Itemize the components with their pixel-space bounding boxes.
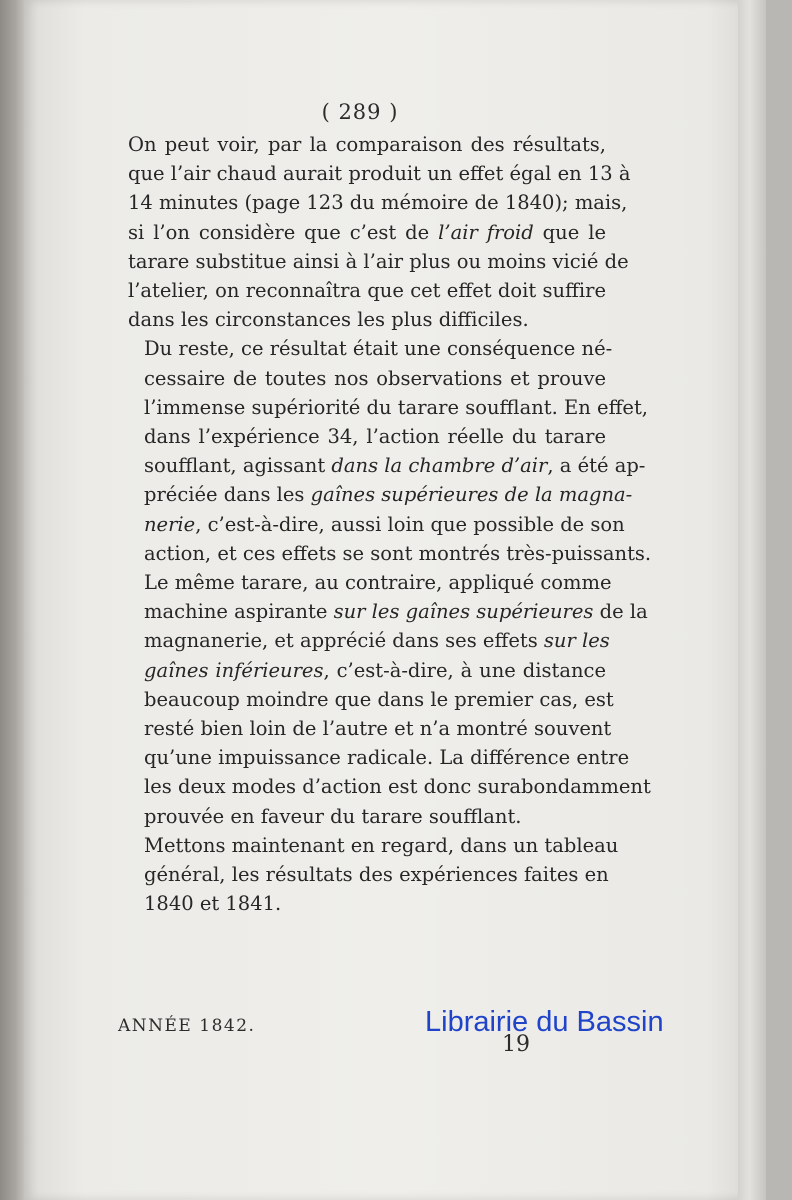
text-line [128, 451, 646, 480]
text-segment: prouvée en faveur du tarare soufflant. [144, 804, 522, 828]
italic-segment: l’air froid [438, 220, 534, 244]
italic-segment: nerie [144, 512, 196, 536]
text-segment: dans les circonstances les plus difficiles. [128, 308, 529, 332]
text-segment: tarare substitue ainsi à l’air plus ou moins vicié de [128, 249, 629, 273]
text-segment: soufflant, agissant [144, 454, 332, 478]
text-segment: cessaire de toutes nos observations et prouve [144, 366, 606, 390]
text-line [128, 597, 648, 626]
text-line [128, 802, 606, 831]
text-line [128, 714, 612, 743]
text-line [128, 422, 606, 451]
text-line [128, 480, 633, 509]
text-line [128, 539, 652, 568]
text-segment: l’immense supériorité du tarare soufflant. En effet, [144, 395, 649, 419]
text-line [128, 860, 609, 889]
text-segment: qu’une impuissance radicale. La différence entre [144, 746, 630, 770]
text-segment: les deux modes d’action est donc surabondamment [144, 775, 651, 799]
text-line [128, 364, 606, 393]
text-segment: magnanerie, et apprécié dans ses effets [144, 629, 544, 653]
text-line [128, 772, 651, 801]
text-line [128, 626, 610, 655]
text-segment: que l’air chaud aurait produit un effet égal en 13 à [128, 162, 631, 186]
text-line [128, 656, 606, 685]
text-segment: On peut voir, par la comparaison des résultats, [128, 133, 606, 156]
page-number: ( 289 ) [321, 100, 399, 124]
text-line [128, 247, 629, 276]
text-line [128, 218, 606, 247]
book-spine [0, 0, 26, 1200]
text-line [128, 334, 613, 363]
text-segment: Mettons maintenant en regard, dans un tableau [144, 833, 619, 857]
text-line [128, 568, 612, 597]
text-line [128, 510, 625, 539]
text-segment: Le même tarare, au contraire, appliqué comme [144, 571, 612, 595]
page-edge [738, 0, 766, 1200]
text-segment: l’atelier, on reconnaîtra que cet effet doit suffire [128, 279, 606, 303]
text-segment: général, les résultats des expériences faites en [144, 863, 609, 887]
footer-year: ANNÉE 1842. [118, 1016, 256, 1036]
text-line [128, 188, 628, 217]
text-line [128, 159, 631, 188]
text-line [128, 130, 606, 159]
text-line [128, 889, 606, 918]
body-text [128, 130, 652, 918]
text-segment: de la [593, 600, 648, 624]
paragraph [128, 130, 631, 334]
text-line [128, 393, 649, 422]
text-segment: dans l’expérience 34, l’action réelle du tarare [144, 425, 606, 449]
text-segment: machine aspirante [144, 600, 334, 624]
text-line [128, 831, 619, 860]
text-segment: action, et ces effets se sont montrés très-puissants. [144, 541, 652, 565]
text-segment: resté bien loin de l’autre et n’a montré souvent [144, 717, 612, 741]
text-segment: préciée dans les [144, 483, 311, 507]
text-segment: si l’on considère que c’est de [128, 220, 439, 244]
text-segment: que le [533, 220, 606, 244]
paragraph [128, 334, 652, 830]
text-segment: , c’est-à-dire, aussi loin que possible de son [195, 512, 625, 536]
text-line [128, 743, 630, 772]
text-line [128, 305, 606, 334]
text-segment: Du reste, ce résultat était une conséquence né- [144, 337, 613, 361]
italic-segment: sur les gaînes supérieures [333, 600, 594, 624]
italic-segment: sur les [543, 629, 610, 653]
text-segment: 1840 et 1841. [144, 892, 282, 916]
text-line [128, 276, 606, 305]
italic-segment: dans la chambre d’air [331, 454, 548, 478]
text-segment: 14 minutes (page 123 du mémoire de 1840); mais, [128, 191, 628, 215]
paragraph [128, 831, 619, 919]
text-line [128, 685, 614, 714]
signature-number: 19 [502, 1032, 530, 1057]
italic-segment: gaînes supérieures de la magna- [310, 483, 633, 507]
italic-segment: gaînes inférieures [144, 658, 324, 682]
text-segment: , c’est-à-dire, à une distance [323, 658, 606, 682]
text-segment: beaucoup moindre que dans le premier cas, est [144, 687, 614, 711]
watermark-text: Librairie du Bassin [425, 1006, 664, 1038]
text-segment: , a été ap- [547, 454, 646, 478]
